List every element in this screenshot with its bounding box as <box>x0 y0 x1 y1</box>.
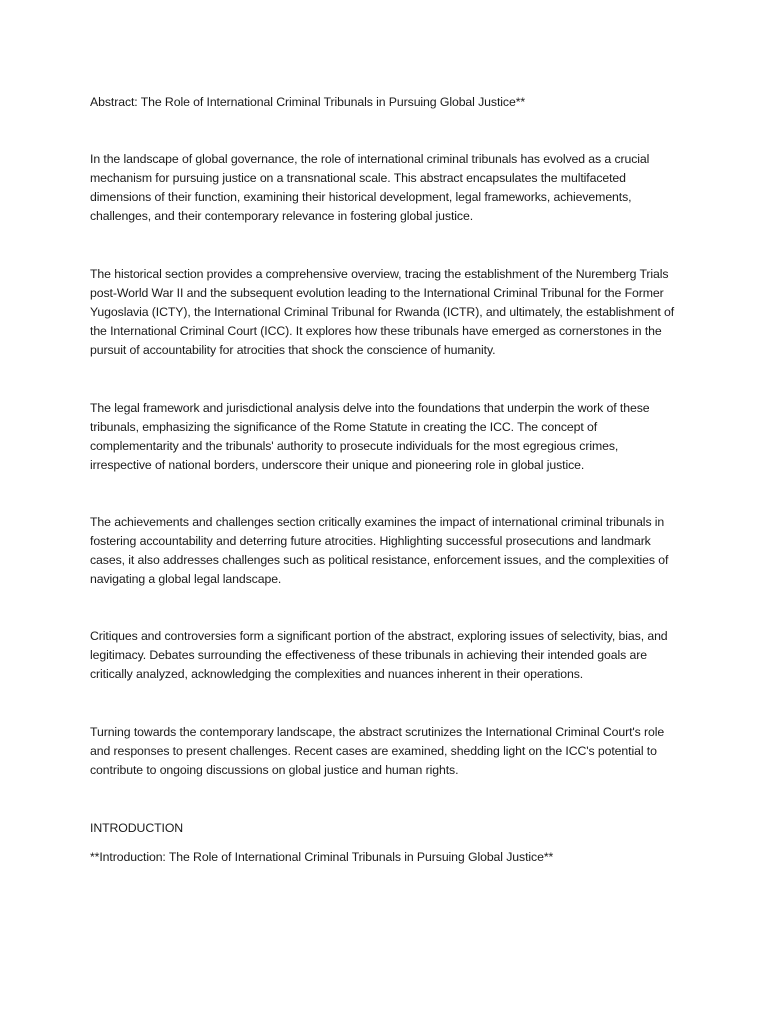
abstract-paragraph-4: The achievements and challenges section critically examines the impact of international criminal tribunals in fostering accountability and deterring future atrocities. Highlighting successful prosecutions and landmark cases, it also addresses challenges such as political resistance, enforcement issues, and the complexities of navigating a global legal landscape. <box>90 515 669 586</box>
abstract-paragraph-5: Critiques and controversies form a significant portion of the abstract, exploring issues of selectivity, bias, and legitimacy. Debates surrounding the effectiveness of these tribunals in achieving their intended goals are critically analyzed, acknowledging the complexities and nuances inherent in their operations. <box>90 629 668 681</box>
abstract-paragraph-3: The legal framework and jurisdictional analysis delve into the foundations that underpin the work of these tribunals, emphasizing the significance of the Rome Statute in creating the ICC. The concept of complementarity and the tribunals' authority to prosecute individuals for the most egregious crimes, irrespective of national borders, underscore their unique and pioneering role in global justice. <box>90 401 650 472</box>
abstract-paragraph-6: Turning towards the contemporary landscape, the abstract scrutinizes the International Criminal Court's role and responses to present challenges. Recent cases are examined, shedding light on the ICC's potential to contribute to ongoing discussions on global justice and human rights. <box>90 725 665 777</box>
introduction-heading: INTRODUCTION <box>90 821 184 835</box>
document-page <box>90 0 682 1024</box>
abstract-title: Abstract: The Role of International Criminal Tribunals in Pursuing Global Justice** <box>90 95 526 109</box>
abstract-paragraph-1: In the landscape of global governance, the role of international criminal tribunals has evolved as a crucial mechanism for pursuing justice on a transnational scale. This abstract encapsulates the multifaceted dimensions of their function, examining their historical development, legal frameworks, achievements, challenges, and their contemporary relevance in fostering global justice. <box>90 152 650 223</box>
abstract-paragraph-2: The historical section provides a comprehensive overview, tracing the establishment of the Nuremberg Trials post-World War II and the subsequent evolution leading to the International Criminal Tribunal for the Former Yugoslavia (ICTY), the International Criminal Tribunal for Rwanda (ICTR), and ultimately, the establishment of the International Criminal Court (ICC). It explores how these tribunals have emerged as cornerstones in the pursuit of accountability for atrocities that shock the conscience of humanity. <box>90 267 675 357</box>
introduction-subtitle: **Introduction: The Role of International Criminal Tribunals in Pursuing Global Justice** <box>90 850 554 864</box>
